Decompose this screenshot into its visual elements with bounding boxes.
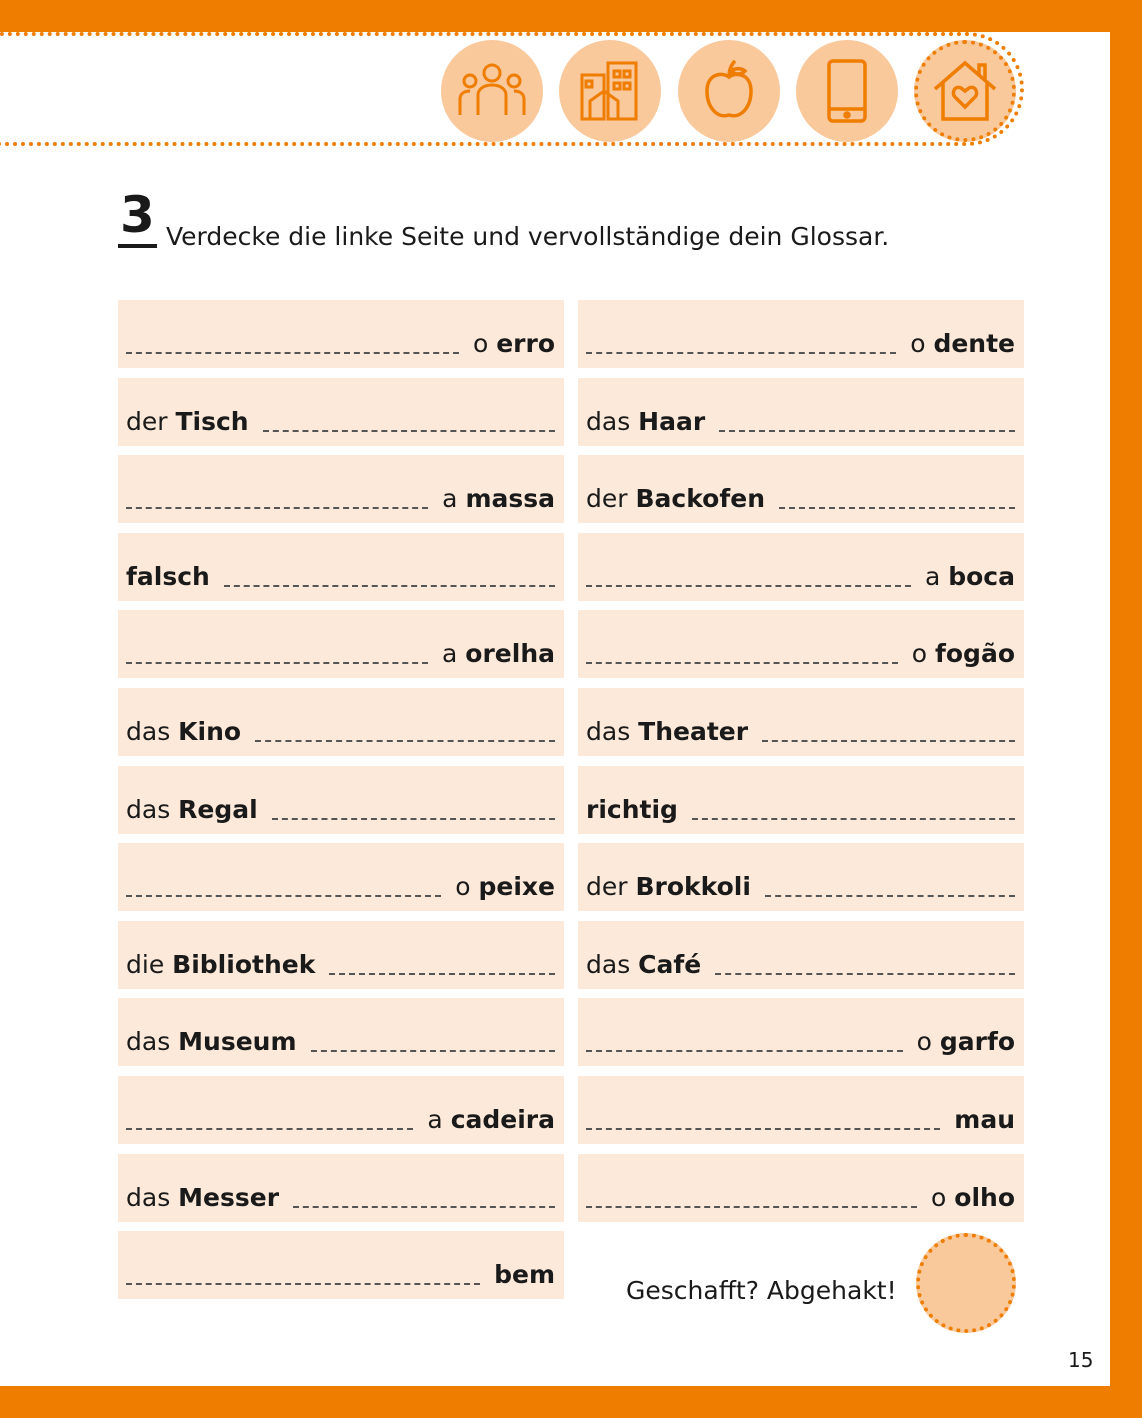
vocab-article: o bbox=[916, 1027, 932, 1057]
right-row bbox=[578, 610, 1024, 678]
left-row bbox=[118, 921, 564, 989]
exercise-instruction: Verdecke die linke Seite und vervollständige dein Glossar. bbox=[166, 222, 890, 251]
answer-line[interactable] bbox=[765, 895, 1015, 897]
answer-line[interactable] bbox=[126, 1283, 480, 1285]
answer-line[interactable] bbox=[586, 1050, 903, 1052]
answer-line[interactable] bbox=[762, 740, 1015, 742]
done-checkbox[interactable] bbox=[916, 1233, 1016, 1333]
vocab-article: die bbox=[126, 949, 165, 979]
answer-line[interactable] bbox=[779, 507, 1015, 509]
answer-line[interactable] bbox=[126, 352, 459, 354]
vocab-word bbox=[126, 407, 249, 436]
vocab-article: der bbox=[586, 872, 628, 902]
vocab-noun: Kino bbox=[178, 717, 242, 746]
vocab-noun: Bibliothek bbox=[172, 949, 316, 979]
vocab-article: der bbox=[126, 406, 168, 436]
vocab-article: das bbox=[586, 717, 631, 746]
vocab-word bbox=[586, 484, 765, 513]
vocab-noun: garfo bbox=[939, 1027, 1015, 1057]
answer-line[interactable] bbox=[293, 1206, 555, 1208]
vocab-noun: Haar bbox=[638, 406, 706, 436]
vocab-word bbox=[586, 795, 678, 824]
left-row bbox=[118, 1154, 564, 1222]
vocab-word bbox=[442, 639, 555, 668]
vocab-word bbox=[912, 639, 1015, 668]
left-row bbox=[118, 843, 564, 911]
answer-line[interactable] bbox=[329, 973, 555, 975]
vocab-noun: Messer bbox=[178, 1182, 280, 1212]
answer-line[interactable] bbox=[126, 895, 441, 897]
page-number: 15 bbox=[1068, 1348, 1094, 1372]
vocab-noun: falsch bbox=[126, 561, 210, 591]
vocab-word bbox=[925, 562, 1015, 591]
vocab-article: das bbox=[586, 949, 631, 979]
answer-line[interactable] bbox=[126, 662, 428, 664]
vocab-noun: cadeira bbox=[450, 1105, 555, 1134]
vocab-noun: Tisch bbox=[175, 406, 249, 436]
vocab-noun: erro bbox=[496, 329, 555, 358]
vocab-noun: Regal bbox=[178, 794, 258, 824]
answer-line[interactable] bbox=[126, 507, 428, 509]
vocab-noun: Brokkoli bbox=[635, 872, 751, 902]
answer-line[interactable] bbox=[586, 352, 896, 354]
vocab-word bbox=[586, 872, 751, 901]
left-row bbox=[118, 766, 564, 834]
vocab-article: das bbox=[126, 717, 171, 746]
right-row bbox=[578, 1154, 1024, 1222]
left-row bbox=[118, 533, 564, 601]
vocab-word bbox=[910, 329, 1015, 358]
done-label: Geschafft? Abgehakt! bbox=[626, 1276, 897, 1305]
vocab-word bbox=[427, 1105, 555, 1134]
right-row bbox=[578, 533, 1024, 601]
vocab-word bbox=[586, 950, 701, 979]
answer-line[interactable] bbox=[586, 662, 898, 664]
vocab-article: das bbox=[126, 1027, 171, 1057]
vocab-word bbox=[586, 717, 748, 746]
vocab-word bbox=[126, 795, 258, 824]
right-row bbox=[578, 843, 1024, 911]
vocab-word bbox=[931, 1183, 1015, 1212]
answer-line[interactable] bbox=[224, 585, 555, 587]
vocab-word bbox=[473, 329, 555, 358]
vocab-article: das bbox=[126, 1182, 171, 1212]
apple-icon bbox=[678, 40, 780, 142]
vocab-noun: Museum bbox=[178, 1027, 297, 1057]
people-icon bbox=[441, 40, 543, 142]
vocab-word bbox=[917, 1027, 1015, 1056]
right-row bbox=[578, 455, 1024, 523]
vocab-noun: fogão bbox=[935, 639, 1015, 669]
left-row bbox=[118, 1231, 564, 1299]
vocab-noun: Backofen bbox=[635, 484, 765, 514]
left-row bbox=[118, 998, 564, 1066]
right-row bbox=[578, 766, 1024, 834]
left-row bbox=[118, 1076, 564, 1144]
vocab-word bbox=[126, 1183, 279, 1212]
vocab-article: o bbox=[455, 872, 471, 902]
left-row bbox=[118, 378, 564, 446]
vocab-noun: bem bbox=[494, 1260, 555, 1290]
answer-line[interactable] bbox=[715, 973, 1015, 975]
exercise-number: 3 bbox=[118, 186, 157, 248]
right-row bbox=[578, 300, 1024, 368]
answer-line[interactable] bbox=[719, 430, 1015, 432]
vocab-word bbox=[954, 1105, 1015, 1134]
vocab-noun: Theater bbox=[638, 717, 749, 746]
vocab-noun: orelha bbox=[465, 639, 555, 669]
vocab-article: der bbox=[586, 484, 628, 514]
vocab-article: o bbox=[910, 329, 926, 358]
left-row bbox=[118, 300, 564, 368]
vocab-article: a bbox=[442, 639, 458, 669]
answer-line[interactable] bbox=[272, 818, 555, 820]
answer-line[interactable] bbox=[586, 1206, 917, 1208]
answer-line[interactable] bbox=[692, 818, 1015, 820]
vocab-article: a bbox=[442, 484, 458, 514]
vocab-word bbox=[126, 562, 210, 591]
answer-line[interactable] bbox=[311, 1050, 555, 1052]
answer-line[interactable] bbox=[586, 1128, 940, 1130]
vocab-noun: richtig bbox=[586, 794, 678, 824]
vocab-noun: Café bbox=[638, 949, 702, 979]
vocab-word bbox=[442, 484, 555, 513]
vocab-noun: peixe bbox=[478, 872, 555, 902]
right-row bbox=[578, 921, 1024, 989]
vocab-article: o bbox=[911, 639, 928, 669]
right-row bbox=[578, 688, 1024, 756]
vocab-noun: massa bbox=[465, 484, 555, 514]
heart-house-icon bbox=[914, 40, 1016, 142]
vocab-noun: olho bbox=[954, 1182, 1015, 1212]
vocab-article: o bbox=[472, 329, 489, 358]
vocab-article: a bbox=[427, 1105, 443, 1134]
vocab-word bbox=[126, 1027, 297, 1056]
vocab-article: das bbox=[586, 406, 631, 436]
phone-icon bbox=[796, 40, 898, 142]
answer-line[interactable] bbox=[263, 430, 555, 432]
left-row bbox=[118, 455, 564, 523]
buildings-icon bbox=[559, 40, 661, 142]
right-row bbox=[578, 1076, 1024, 1144]
answer-line[interactable] bbox=[255, 740, 555, 742]
right-row bbox=[578, 998, 1024, 1066]
vocab-word bbox=[586, 407, 705, 436]
vocab-noun: mau bbox=[954, 1105, 1015, 1134]
vocab-article: o bbox=[931, 1182, 947, 1212]
vocab-noun: dente bbox=[933, 329, 1015, 358]
vocab-word bbox=[126, 717, 241, 746]
left-row bbox=[118, 610, 564, 678]
vocab-word bbox=[455, 872, 555, 901]
vocab-word bbox=[126, 950, 315, 979]
right-row bbox=[578, 378, 1024, 446]
answer-line[interactable] bbox=[586, 585, 911, 587]
vocab-article: das bbox=[126, 794, 171, 824]
vocab-noun: boca bbox=[948, 561, 1015, 591]
left-row bbox=[118, 688, 564, 756]
vocab-word bbox=[494, 1260, 555, 1289]
vocab-article: a bbox=[924, 561, 941, 591]
answer-line[interactable] bbox=[126, 1128, 413, 1130]
